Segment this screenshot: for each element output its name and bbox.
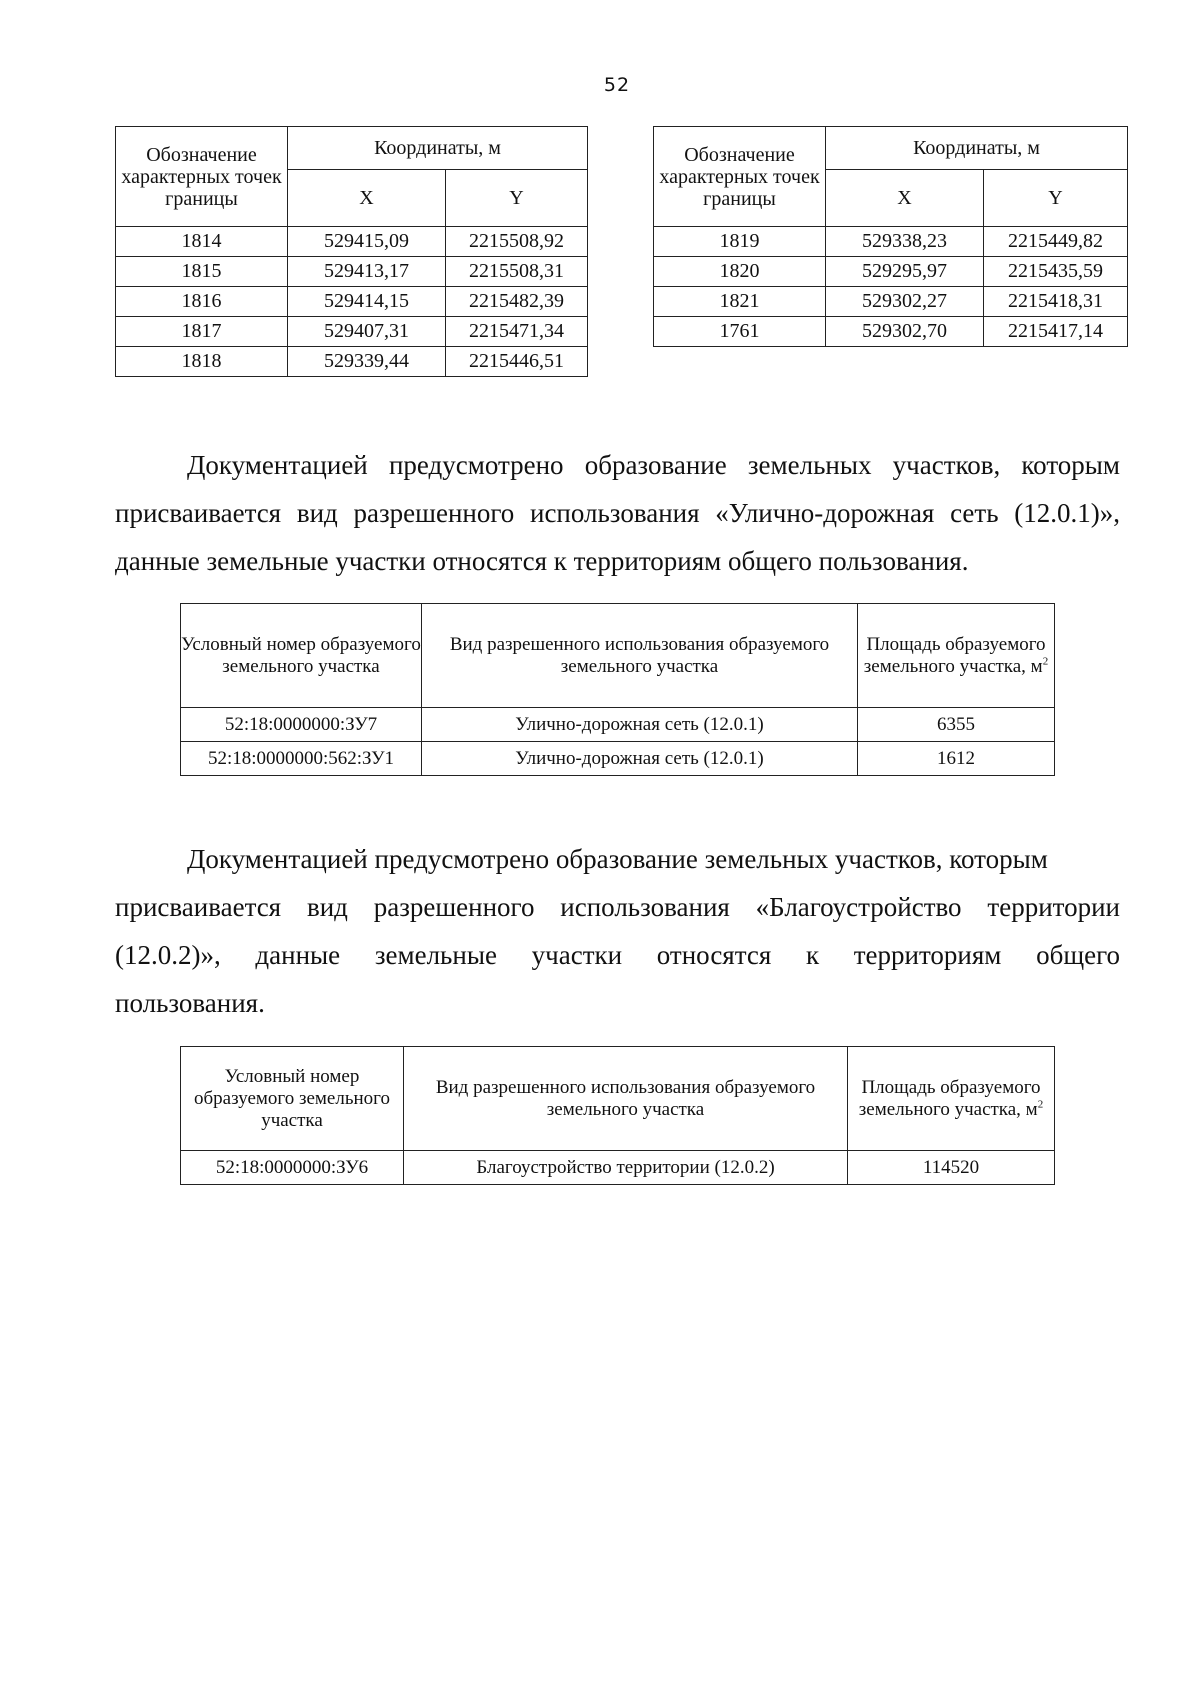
table-row [654, 227, 1128, 257]
paragraph-word: к [805, 940, 820, 970]
header-x: X [288, 170, 446, 227]
parcel-table-landscaping [180, 1046, 1055, 1185]
point-cell: 1816 [116, 287, 288, 317]
y-cell: 2215418,31 [984, 287, 1128, 317]
paragraph-street-network [115, 441, 1120, 585]
point-cell: 1814 [116, 227, 288, 257]
table-row [116, 227, 588, 257]
x-cell: 529302,27 [826, 287, 984, 317]
parcel-number-cell: 52:18:0000000:562:ЗУ1 [181, 742, 422, 776]
x-cell: 529339,44 [288, 347, 446, 377]
header-point: Обозначение характерных точек границы [654, 127, 826, 227]
table-row [116, 317, 588, 347]
header-coords: Координаты, м [826, 127, 1128, 170]
header-parcel-number: Условный номер образуемого земельного участка [181, 604, 422, 708]
point-cell: 1821 [654, 287, 826, 317]
point-cell: 1817 [116, 317, 288, 347]
point-cell: 1819 [654, 227, 826, 257]
x-cell: 529295,97 [826, 257, 984, 287]
x-cell: 529415,09 [288, 227, 446, 257]
area-cell: 114520 [848, 1151, 1055, 1185]
y-cell: 2215417,14 [984, 317, 1128, 347]
paragraph-landscaping [115, 835, 1120, 1027]
table-row [181, 742, 1055, 776]
header-area [858, 604, 1055, 708]
header-point: Обозначение характерных точек границы [116, 127, 288, 227]
header-area [848, 1047, 1055, 1151]
table-row [116, 347, 588, 377]
paragraph-word: (12.0.2)», [115, 940, 221, 970]
table-row [654, 317, 1128, 347]
y-cell: 2215508,31 [446, 257, 588, 287]
parcel-table-street [180, 603, 1055, 776]
paragraph-line: присваивается вид разрешенного использования «Благоустройство территории [115, 892, 1120, 922]
point-cell: 1815 [116, 257, 288, 287]
header-y: Y [984, 170, 1128, 227]
y-cell: 2215482,39 [446, 287, 588, 317]
x-cell: 529414,15 [288, 287, 446, 317]
header-x: X [826, 170, 984, 227]
table-row [654, 287, 1128, 317]
y-cell: 2215449,82 [984, 227, 1128, 257]
header-parcel-number: Условный номер образуемого земельного участка [181, 1047, 404, 1151]
paragraph-word: относятся [656, 940, 772, 970]
paragraph-word: данные [255, 940, 341, 970]
paragraph-text: Документацией предусмотрено образование земельных участков, которым присваивается вид разрешенного использования «Улично-дорожная сеть (12.0.1)», данные земельные участки относятся к территориям общего пользования. [115, 450, 1120, 576]
y-cell: 2215435,59 [984, 257, 1128, 287]
area-cell: 1612 [858, 742, 1055, 776]
y-cell: 2215446,51 [446, 347, 588, 377]
area-cell: 6355 [858, 708, 1055, 742]
table-row [116, 257, 588, 287]
point-cell: 1820 [654, 257, 826, 287]
paragraph-word: земельные [374, 940, 497, 970]
paragraph-line: пользования. [115, 988, 265, 1018]
coordinates-table-left [115, 126, 588, 377]
header-coords: Координаты, м [288, 127, 588, 170]
coordinates-table-right [653, 126, 1128, 347]
x-cell: 529338,23 [826, 227, 984, 257]
header-y: Y [446, 170, 588, 227]
paragraph-line-text: Документацией предусмотрено образование земельных участков, которым [187, 844, 1048, 874]
permitted-use-cell: Благоустройство территории (12.0.2) [404, 1151, 848, 1185]
header-area-sup: 2 [1042, 655, 1049, 668]
x-cell: 529302,70 [826, 317, 984, 347]
header-area-text: Площадь образуемого земельного участка, м [863, 633, 1046, 677]
x-cell: 529407,31 [288, 317, 446, 347]
header-permitted-use: Вид разрешенного использования образуемого земельного участка [404, 1047, 848, 1151]
paragraph-word: общего [1036, 940, 1120, 970]
table-row [181, 708, 1055, 742]
point-cell: 1761 [654, 317, 826, 347]
x-cell: 529413,17 [288, 257, 446, 287]
y-cell: 2215471,34 [446, 317, 588, 347]
paragraph-word: участки [531, 940, 623, 970]
table-row [181, 1151, 1055, 1185]
header-area-sup: 2 [1037, 1098, 1044, 1111]
permitted-use-cell: Улично-дорожная сеть (12.0.1) [422, 742, 858, 776]
header-area-text: Площадь образуемого земельного участка, м [858, 1076, 1041, 1120]
table-row [654, 257, 1128, 287]
parcel-number-cell: 52:18:0000000:ЗУ6 [181, 1151, 404, 1185]
permitted-use-cell: Улично-дорожная сеть (12.0.1) [422, 708, 858, 742]
header-permitted-use: Вид разрешенного использования образуемого земельного участка [422, 604, 858, 708]
paragraph-word: территориям [853, 940, 1002, 970]
parcel-number-cell: 52:18:0000000:ЗУ7 [181, 708, 422, 742]
point-cell: 1818 [116, 347, 288, 377]
paragraph-line [115, 931, 1120, 979]
paragraph-line [115, 835, 1120, 883]
table-row [116, 287, 588, 317]
y-cell: 2215508,92 [446, 227, 588, 257]
page-number: 52 [603, 74, 631, 96]
